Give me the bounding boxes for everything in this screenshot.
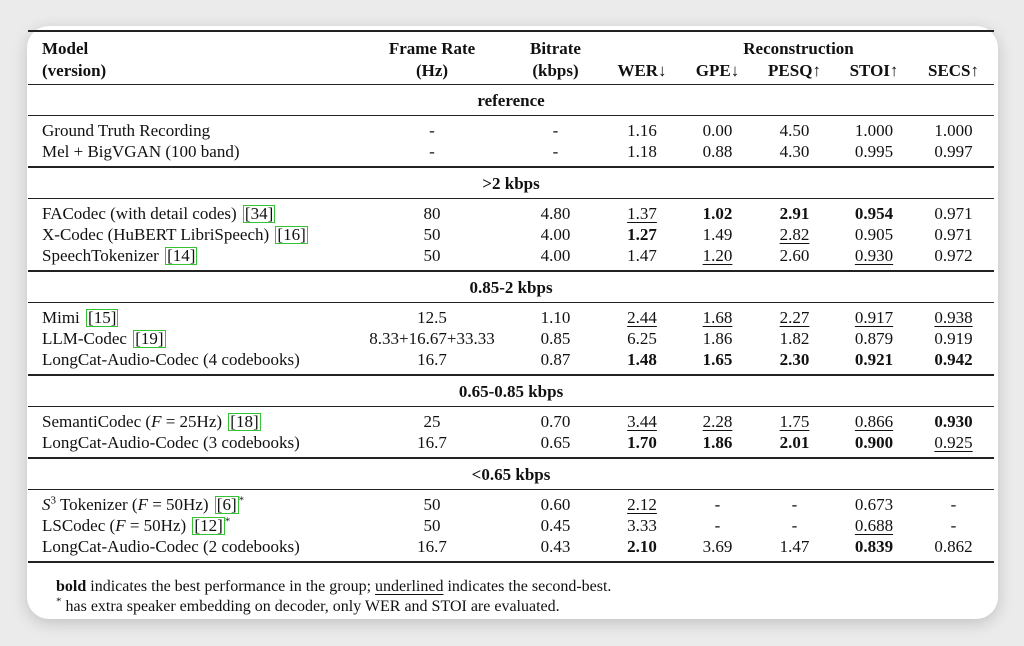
- gpe-value: 1.20: [702, 246, 733, 265]
- bitrate-cell: 4.00: [540, 225, 571, 244]
- math-var: F: [115, 516, 126, 535]
- header-version: (version): [28, 60, 356, 85]
- gpe-cell: [681, 303, 754, 329]
- group-lt065-label: <0.65 kbps: [28, 458, 994, 490]
- bitrate-cell: 0.43: [508, 536, 603, 562]
- model-label: X-Codec (HuBERT LibriSpeech): [42, 225, 270, 244]
- header-row-1: [28, 31, 994, 60]
- stoi-value: 0.917: [854, 308, 894, 327]
- bitrate-cell: -: [508, 141, 603, 167]
- bitrate-cell: 1.10: [540, 308, 571, 327]
- footnote-mark: *: [224, 515, 231, 528]
- wer-value: 2.44: [627, 308, 657, 327]
- table-row: [28, 328, 994, 349]
- gpe-value: 2.28: [702, 412, 733, 431]
- group-header: [28, 458, 994, 490]
- secs-value: 0.925: [934, 433, 973, 452]
- wer-cell: 1.48: [603, 349, 681, 375]
- model-label-post: = 25Hz): [161, 412, 223, 431]
- citation-link[interactable]: [15]: [88, 308, 117, 327]
- citation-link[interactable]: [16]: [277, 225, 306, 244]
- frame-rate-cell: 50: [423, 495, 441, 514]
- model-name: Ground Truth Recording: [42, 121, 211, 140]
- table-row: [28, 245, 994, 271]
- frame-rate-cell: 50: [356, 245, 508, 271]
- header-bitrate: Bitrate: [508, 31, 603, 60]
- secs-cell: [913, 303, 994, 329]
- pesq-cell: -: [791, 495, 798, 514]
- model-name: LongCat-Audio-Codec (4 codebooks): [28, 349, 356, 375]
- stoi-cell: [835, 515, 913, 536]
- stoi-value: 0.930: [854, 246, 894, 265]
- citation-link[interactable]: [19]: [135, 329, 164, 348]
- group-065-085-label: 0.65-0.85 kbps: [28, 375, 994, 407]
- wer-cell: 1.70: [603, 432, 681, 458]
- table-row: [28, 349, 994, 375]
- citation-link[interactable]: [6]: [216, 495, 237, 514]
- secs-cell: 0.972: [913, 245, 994, 271]
- table-row: [28, 515, 994, 536]
- pesq-cell: [754, 224, 835, 245]
- secs-cell: 0.942: [913, 349, 994, 375]
- table-row: [28, 224, 994, 245]
- header-stoi: STOI↑: [835, 60, 913, 85]
- wer-cell: 2.10: [603, 536, 681, 562]
- header-wer: WER↓: [603, 60, 681, 85]
- pesq-cell: 1.47: [754, 536, 835, 562]
- group-header: [28, 271, 994, 303]
- frame-rate-cell: 25: [423, 412, 441, 431]
- stoi-cell: [835, 245, 913, 271]
- pesq-cell: 4.50: [779, 121, 810, 140]
- secs-cell: 1.000: [934, 121, 973, 140]
- frame-rate-cell: 50: [423, 516, 441, 535]
- header-frame-rate: Frame Rate: [356, 31, 508, 60]
- gpe-cell: 0.00: [702, 121, 733, 140]
- secs-cell: 0.862: [913, 536, 994, 562]
- frame-rate-cell: 12.5: [417, 308, 447, 327]
- frame-rate-cell: 80: [423, 204, 441, 223]
- results-table: [28, 30, 994, 563]
- frame-rate-cell: 16.7: [356, 432, 508, 458]
- model-label: SpeechTokenizer: [42, 246, 159, 265]
- gpe-cell: 3.69: [681, 536, 754, 562]
- header-secs: SECS↑: [913, 60, 994, 85]
- wer-cell: [603, 303, 681, 329]
- frame-rate-cell: 16.7: [356, 536, 508, 562]
- gpe-cell: 1.86: [702, 329, 733, 348]
- frame-rate-cell: 50: [423, 225, 441, 244]
- pesq-cell: 2.60: [754, 245, 835, 271]
- gpe-cell: 0.88: [681, 141, 754, 167]
- header-row-2: [28, 60, 994, 85]
- group-085-2-label: 0.85-2 kbps: [28, 271, 994, 303]
- model-label: FACodec (with detail codes): [42, 204, 237, 223]
- citation-link[interactable]: [34]: [244, 204, 274, 223]
- gpe-cell: 1.02: [702, 204, 733, 223]
- gpe-cell: 1.86: [681, 432, 754, 458]
- pesq-cell: [754, 303, 835, 329]
- secs-cell: 0.997: [913, 141, 994, 167]
- secs-cell: -: [950, 516, 957, 535]
- stoi-cell: 0.921: [835, 349, 913, 375]
- stoi-cell: 0.839: [835, 536, 913, 562]
- table-row: [28, 490, 994, 516]
- stoi-cell: 1.000: [854, 121, 894, 140]
- wer-cell: [603, 199, 681, 225]
- wer-cell: 6.25: [627, 329, 657, 348]
- bitrate-cell: 0.87: [508, 349, 603, 375]
- pesq-value: 2.27: [779, 308, 810, 327]
- stoi-cell: 0.995: [835, 141, 913, 167]
- pesq-cell: 2.30: [754, 349, 835, 375]
- pesq-cell: [754, 407, 835, 433]
- table-row: [28, 536, 994, 562]
- secs-value: 0.938: [934, 308, 973, 327]
- wer-cell: 1.47: [603, 245, 681, 271]
- gpe-cell: 1.65: [681, 349, 754, 375]
- frame-rate-cell: 8.33+16.67+33.33: [369, 329, 495, 348]
- model-name: [28, 199, 356, 225]
- table-row: [28, 199, 994, 225]
- frame-rate-cell: -: [429, 121, 435, 140]
- footnote-star-text: has extra speaker embedding on decoder, only WER and STOI are evaluated.: [61, 598, 560, 615]
- header-reconstruction: Reconstruction: [603, 31, 994, 60]
- math-var: F: [151, 412, 162, 431]
- model-name: Mel + BigVGAN (100 band): [28, 141, 356, 167]
- pesq-cell: -: [791, 516, 798, 535]
- group-header: [28, 375, 994, 407]
- header-pesq: PESQ↑: [754, 60, 835, 85]
- table-row: [28, 407, 994, 433]
- wer-cell: [603, 490, 681, 516]
- footnote-bold-text: indicates the best performance in the group;: [86, 578, 376, 595]
- model-label: Mimi: [42, 308, 80, 327]
- gpe-cell: [681, 245, 754, 271]
- model-name: [28, 407, 356, 433]
- stoi-value: 0.688: [854, 516, 894, 535]
- secs-cell: 0.971: [934, 225, 973, 244]
- stoi-cell: [835, 303, 913, 329]
- table-row: [28, 141, 994, 167]
- wer-value: 1.37: [627, 204, 657, 223]
- table-row: [28, 432, 994, 458]
- superscript: 3: [50, 494, 56, 507]
- math-var: S: [42, 495, 51, 514]
- header-model: Model: [28, 31, 356, 60]
- model-name: [28, 328, 356, 349]
- secs-cell: 0.971: [934, 204, 973, 223]
- model-name: [28, 490, 356, 516]
- secs-cell: 0.930: [934, 412, 973, 431]
- model-label-post: = 50Hz): [147, 495, 209, 514]
- header-frame-rate-unit: (Hz): [356, 60, 508, 85]
- group-gt2-label: >2 kbps: [28, 167, 994, 199]
- bitrate-cell: 0.65: [508, 432, 603, 458]
- stoi-cell: 0.905: [854, 225, 894, 244]
- gpe-value: 1.68: [702, 308, 733, 327]
- stoi-cell: 0.673: [854, 495, 894, 514]
- group-header: [28, 167, 994, 199]
- math-var: F: [137, 495, 148, 514]
- pesq-cell: 4.30: [754, 141, 835, 167]
- model-name: LongCat-Audio-Codec (2 codebooks): [28, 536, 356, 562]
- stoi-cell: 0.879: [854, 329, 894, 348]
- secs-cell: [913, 432, 994, 458]
- pesq-cell: 1.82: [779, 329, 810, 348]
- footnote-legend: [56, 577, 611, 596]
- citation-link[interactable]: [12]: [194, 516, 223, 535]
- model-name: [28, 515, 356, 536]
- bitrate-cell: 0.60: [540, 495, 571, 514]
- bitrate-cell: 0.45: [540, 516, 571, 535]
- stoi-cell: 0.954: [854, 204, 894, 223]
- table-row: [28, 116, 994, 142]
- gpe-cell: -: [714, 495, 721, 514]
- group-header: [28, 85, 994, 116]
- footnote-star-mark: *: [56, 595, 62, 608]
- wer-cell: 1.18: [603, 141, 681, 167]
- footnote-bold-word: bold: [56, 578, 87, 595]
- model-name: [28, 224, 356, 245]
- gpe-cell: 1.49: [702, 225, 733, 244]
- stoi-cell: 0.900: [835, 432, 913, 458]
- model-name: [28, 245, 356, 271]
- header-bitrate-unit: (kbps): [508, 60, 603, 85]
- model-name: LongCat-Audio-Codec (3 codebooks): [28, 432, 356, 458]
- wer-cell: 1.27: [627, 225, 657, 244]
- table-row: [28, 303, 994, 329]
- model-label-pre: LSCodec (: [42, 516, 116, 535]
- wer-cell: 1.16: [627, 121, 657, 140]
- pesq-cell: 2.91: [779, 204, 810, 223]
- gpe-cell: [681, 407, 754, 433]
- footnote-underlined-word: underlined: [375, 578, 444, 595]
- citation-link[interactable]: [14]: [167, 246, 196, 265]
- secs-cell: -: [950, 495, 957, 514]
- footnote-underlined-text: indicates the second-best.: [443, 578, 612, 595]
- stoi-value: 0.866: [854, 412, 894, 431]
- model-label: LLM-Codec: [42, 329, 127, 348]
- wer-cell: 3.33: [627, 516, 657, 535]
- bitrate-cell: 4.00: [508, 245, 603, 271]
- model-label-pre: Tokenizer (: [56, 495, 138, 514]
- frame-rate-cell: 16.7: [356, 349, 508, 375]
- secs-cell: 0.919: [934, 329, 973, 348]
- pesq-value: 2.82: [779, 225, 810, 244]
- pesq-cell: 2.01: [754, 432, 835, 458]
- footnote-star: [56, 597, 560, 616]
- bitrate-cell: 4.80: [540, 204, 571, 223]
- pesq-value: 1.75: [779, 412, 810, 431]
- frame-rate-cell: -: [356, 141, 508, 167]
- bitrate-cell: 0.70: [540, 412, 571, 431]
- model-label-pre: SemantiCodec (: [42, 412, 152, 431]
- group-reference-label: reference: [28, 85, 994, 116]
- model-label-post: = 50Hz): [125, 516, 187, 535]
- wer-value: 3.44: [627, 412, 657, 431]
- stoi-cell: [835, 407, 913, 433]
- gpe-cell: -: [714, 516, 721, 535]
- bitrate-cell: -: [552, 121, 559, 140]
- citation-link[interactable]: [18]: [230, 412, 259, 431]
- bitrate-cell: 0.85: [540, 329, 571, 348]
- wer-cell: [603, 407, 681, 433]
- model-name: [28, 303, 356, 329]
- header-gpe: GPE↓: [681, 60, 754, 85]
- footnote-mark: *: [238, 494, 245, 507]
- wer-value: 2.12: [627, 495, 657, 514]
